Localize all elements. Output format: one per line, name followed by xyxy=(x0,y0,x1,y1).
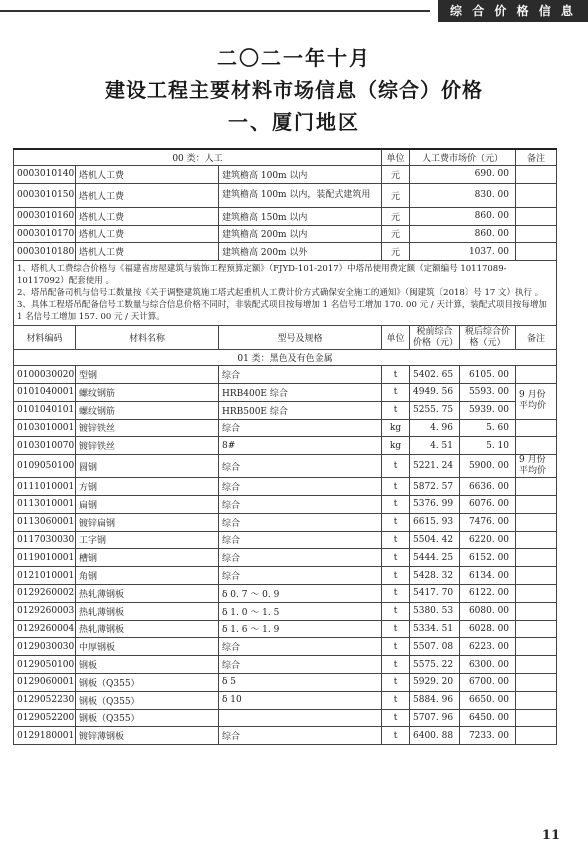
item-name: 塔机人工费 xyxy=(76,225,219,243)
item-post-tax: 5900. 00 xyxy=(460,455,516,478)
page-number: 11 xyxy=(541,828,560,843)
labor-row xyxy=(14,243,557,261)
item-note xyxy=(516,567,557,585)
item-spec: 综合 xyxy=(219,638,382,656)
header-spec: 型号及规格 xyxy=(219,326,382,350)
item-spec: 综合 xyxy=(219,478,382,496)
material-row xyxy=(14,383,557,401)
item-unit: t xyxy=(382,691,410,709)
item-post-tax: 5939. 00 xyxy=(460,401,516,419)
item-pre-tax: 5872. 57 xyxy=(410,478,460,496)
item-code: 0003010180 xyxy=(14,243,76,261)
item-price: 860. 00 xyxy=(410,207,516,225)
item-code: 0103010070 xyxy=(14,437,76,455)
item-note xyxy=(516,225,557,243)
item-code: 0129052200 xyxy=(14,709,76,727)
item-name: 塔机人工费 xyxy=(76,207,219,225)
item-spec: δ 1. 6 ～ 1. 9 xyxy=(219,620,382,638)
item-post-tax: 6700. 00 xyxy=(460,673,516,691)
price-table xyxy=(13,148,557,745)
item-post-tax: 5. 10 xyxy=(460,437,516,455)
material-row xyxy=(14,549,557,567)
item-name: 热轧薄钢板 xyxy=(76,620,219,638)
item-post-tax: 5593. 00 xyxy=(460,383,516,401)
header-note: 备注 xyxy=(516,326,557,350)
item-unit: t xyxy=(382,455,410,478)
item-spec: HRB500E 综合 xyxy=(219,401,382,419)
item-name: 镀锌铁丝 xyxy=(76,419,219,437)
labor-price-header: 人工费市场价（元） xyxy=(410,149,516,166)
item-note xyxy=(516,207,557,225)
item-code: 0113060001 xyxy=(14,513,76,531)
item-unit: t xyxy=(382,638,410,656)
item-spec: 综合 xyxy=(219,567,382,585)
item-name: 钢板 xyxy=(76,656,219,674)
item-unit: t xyxy=(382,656,410,674)
item-note xyxy=(516,495,557,513)
item-pre-tax: 5221. 24 xyxy=(410,455,460,478)
item-pre-tax: 5402. 65 xyxy=(410,366,460,384)
item-spec: δ 10 xyxy=(219,691,382,709)
item-note xyxy=(516,419,557,437)
top-header-bar xyxy=(0,0,588,22)
item-post-tax: 6300. 00 xyxy=(460,656,516,674)
item-unit: t xyxy=(382,709,410,727)
labor-row xyxy=(14,207,557,225)
item-note xyxy=(516,549,557,567)
header-post-tax: 税后综合价格（元） xyxy=(460,326,516,350)
item-name: 钢板（Q355） xyxy=(76,673,219,691)
header-rule xyxy=(0,10,430,12)
item-pre-tax: 6615. 93 xyxy=(410,513,460,531)
item-price: 690. 00 xyxy=(410,166,516,184)
item-unit: t xyxy=(382,383,410,401)
item-name: 角钢 xyxy=(76,567,219,585)
item-note xyxy=(516,727,557,745)
item-note xyxy=(516,437,557,455)
item-pre-tax: 5707. 96 xyxy=(410,709,460,727)
item-code: 0129180001 xyxy=(14,727,76,745)
item-name: 镀锌扁钢 xyxy=(76,513,219,531)
item-unit: t xyxy=(382,495,410,513)
item-code: 0129030030 xyxy=(14,638,76,656)
item-unit: t xyxy=(382,673,410,691)
item-post-tax: 6152. 00 xyxy=(460,549,516,567)
item-spec: 建筑檐高 150m 以内 xyxy=(219,207,382,225)
item-unit: 元 xyxy=(382,243,410,261)
item-unit: 元 xyxy=(382,207,410,225)
item-note xyxy=(516,691,557,709)
item-spec: 综合 xyxy=(219,727,382,745)
item-post-tax: 6223. 00 xyxy=(460,638,516,656)
header-name: 材料名称 xyxy=(76,326,219,350)
item-pre-tax: 5428. 32 xyxy=(410,567,460,585)
item-spec: 综合 xyxy=(219,495,382,513)
item-post-tax: 7233. 00 xyxy=(460,727,516,745)
item-code: 0113010001 xyxy=(14,495,76,513)
item-code: 0129260002 xyxy=(14,584,76,602)
item-pre-tax: 5929. 20 xyxy=(410,673,460,691)
material-row xyxy=(14,584,557,602)
item-post-tax: 6134. 00 xyxy=(460,567,516,585)
item-note xyxy=(516,531,557,549)
labor-unit-header: 单位 xyxy=(382,149,410,166)
item-name: 钢板（Q355） xyxy=(76,691,219,709)
material-row xyxy=(14,366,557,384)
item-pre-tax: 4949. 56 xyxy=(410,383,460,401)
item-code: 0101040001 xyxy=(14,383,76,401)
item-note xyxy=(516,709,557,727)
material-row xyxy=(14,620,557,638)
item-code: 0003010170 xyxy=(14,225,76,243)
item-code: 0129260004 xyxy=(14,620,76,638)
labor-notes xyxy=(14,261,557,326)
item-code: 0111010001 xyxy=(14,478,76,496)
item-code: 0121010001 xyxy=(14,567,76,585)
material-row xyxy=(14,437,557,455)
avg-price-note: 9 月份平均价 xyxy=(516,383,557,419)
item-code: 0101040101 xyxy=(14,401,76,419)
item-pre-tax: 5507. 08 xyxy=(410,638,460,656)
item-name: 螺纹钢筋 xyxy=(76,401,219,419)
material-row xyxy=(14,531,557,549)
material-row xyxy=(14,495,557,513)
item-note xyxy=(516,366,557,384)
item-pre-tax: 5575. 22 xyxy=(410,656,460,674)
item-name: 方钢 xyxy=(76,478,219,496)
item-code: 0117030030 xyxy=(14,531,76,549)
item-code: 0103010001 xyxy=(14,419,76,437)
title-main: 建设工程主要材料市场信息（综合）价格 xyxy=(105,78,483,102)
title-region: 一、厦门地区 xyxy=(228,110,360,134)
item-note xyxy=(516,620,557,638)
item-name: 塔机人工费 xyxy=(76,183,219,207)
item-code: 0003010160 xyxy=(14,207,76,225)
item-unit: t xyxy=(382,531,410,549)
item-code: 0100030020 xyxy=(14,366,76,384)
item-note xyxy=(516,166,557,184)
item-post-tax: 6105. 00 xyxy=(460,366,516,384)
item-note xyxy=(516,602,557,620)
item-code: 0129060001 xyxy=(14,673,76,691)
item-post-tax: 6220. 00 xyxy=(460,531,516,549)
item-spec: 综合 xyxy=(219,419,382,437)
material-row xyxy=(14,478,557,496)
item-spec: 综合 xyxy=(219,513,382,531)
item-name: 钢板（Q355） xyxy=(76,709,219,727)
item-unit: t xyxy=(382,584,410,602)
item-spec: 综合 xyxy=(219,531,382,549)
labor-row xyxy=(14,183,557,207)
item-post-tax: 6028. 00 xyxy=(460,620,516,638)
item-unit: t xyxy=(382,727,410,745)
item-code: 0129052230 xyxy=(14,691,76,709)
material-row xyxy=(14,656,557,674)
item-note xyxy=(516,673,557,691)
item-note xyxy=(516,513,557,531)
item-name: 工字钢 xyxy=(76,531,219,549)
section-tag: 综 合 价 格 信 息 xyxy=(438,0,588,22)
material-row xyxy=(14,727,557,745)
item-spec: 建筑檐高 100m 以内 xyxy=(219,166,382,184)
item-note xyxy=(516,478,557,496)
material-row xyxy=(14,673,557,691)
note-line: 1、塔机人工费综合价格与《福建省房屋建筑与装饰工程预算定额》（FJYD-101-2017）中塔吊使用费定额（定额编号 10117089-10117092）配套使用 。 xyxy=(17,264,507,287)
header-unit: 单位 xyxy=(382,326,410,350)
item-spec: 综合 xyxy=(219,366,382,384)
item-pre-tax: 5444. 25 xyxy=(410,549,460,567)
item-code: 0119010001 xyxy=(14,549,76,567)
header-code: 材料编码 xyxy=(14,326,76,350)
item-note xyxy=(516,656,557,674)
item-pre-tax: 6400. 88 xyxy=(410,727,460,745)
item-post-tax: 6122. 00 xyxy=(460,584,516,602)
item-note xyxy=(516,638,557,656)
item-unit: t xyxy=(382,567,410,585)
item-post-tax: 6076. 00 xyxy=(460,495,516,513)
item-pre-tax: 5884. 96 xyxy=(410,691,460,709)
item-post-tax: 6650. 00 xyxy=(460,691,516,709)
item-name: 镀锌铁丝 xyxy=(76,437,219,455)
item-spec: δ 1. 0 ～ 1. 5 xyxy=(219,602,382,620)
material-row xyxy=(14,419,557,437)
item-pre-tax: 5417. 70 xyxy=(410,584,460,602)
item-post-tax: 5. 60 xyxy=(460,419,516,437)
item-code: 0109050100 xyxy=(14,455,76,478)
item-spec: 建筑檐高 100m 以内，装配式建筑用 xyxy=(219,183,382,207)
item-name: 镀锌薄钢板 xyxy=(76,727,219,745)
item-unit: t xyxy=(382,602,410,620)
title-date: 二〇二一年十月 xyxy=(217,46,371,70)
labor-row xyxy=(14,225,557,243)
note-line: 3、具体工程塔吊配备信号工数量与综合信息价格不同时，非装配式项目按每增加 1 名信号工增加 170. 00 元 / 天计算，装配式项目按每增加 1 名信号工增加 157. 00 元 / 天计算。 xyxy=(17,300,547,323)
item-spec: HRB400E 综合 xyxy=(219,383,382,401)
labor-category: 00 类：人工 xyxy=(14,149,382,166)
item-name: 扁钢 xyxy=(76,495,219,513)
item-name: 型钢 xyxy=(76,366,219,384)
item-spec: δ 5 xyxy=(219,673,382,691)
item-spec: 综合 xyxy=(219,549,382,567)
item-unit: t xyxy=(382,366,410,384)
labor-header-row xyxy=(14,149,557,166)
material-row xyxy=(14,401,557,419)
item-name: 圆钢 xyxy=(76,455,219,478)
item-spec: 建筑檐高 200m 以外 xyxy=(219,243,382,261)
material-row xyxy=(14,709,557,727)
material-row xyxy=(14,638,557,656)
note-line: 2、塔吊配备司机与信号工数量按《关于调整建筑施工塔式起重机人工费计价方式确保安全施工的通知》（闽建筑〔2018〕号 17 文）执行 。 xyxy=(17,288,544,299)
item-pre-tax: 4. 51 xyxy=(410,437,460,455)
item-code: 0003010140 xyxy=(14,166,76,184)
item-code: 0129050100 xyxy=(14,656,76,674)
labor-row xyxy=(14,166,557,184)
material-row xyxy=(14,513,557,531)
item-post-tax: 6080. 00 xyxy=(460,602,516,620)
category-row xyxy=(14,350,557,366)
item-note xyxy=(516,183,557,207)
item-unit: kg xyxy=(382,437,410,455)
item-spec: 综合 xyxy=(219,656,382,674)
item-pre-tax: 4. 96 xyxy=(410,419,460,437)
item-unit: kg xyxy=(382,419,410,437)
item-unit: t xyxy=(382,549,410,567)
item-spec: 建筑檐高 200m 以内 xyxy=(219,225,382,243)
item-price: 830. 00 xyxy=(410,183,516,207)
item-spec xyxy=(219,709,382,727)
item-name: 热轧薄钢板 xyxy=(76,602,219,620)
labor-note-header: 备注 xyxy=(516,149,557,166)
material-row xyxy=(14,602,557,620)
material-row xyxy=(14,691,557,709)
item-post-tax: 7476. 00 xyxy=(460,513,516,531)
item-spec: 8# xyxy=(219,437,382,455)
item-pre-tax: 5255. 75 xyxy=(410,401,460,419)
item-spec: δ 0. 7 ～ 0. 9 xyxy=(219,584,382,602)
header-pre-tax: 税前综合价格（元） xyxy=(410,326,460,350)
item-pre-tax: 5376. 99 xyxy=(410,495,460,513)
item-post-tax: 6636. 00 xyxy=(460,478,516,496)
item-name: 槽钢 xyxy=(76,549,219,567)
materials-header-row xyxy=(14,326,557,350)
labor-notes-row xyxy=(14,261,557,326)
item-post-tax: 6450. 00 xyxy=(460,709,516,727)
item-pre-tax: 5504. 42 xyxy=(410,531,460,549)
item-unit: t xyxy=(382,513,410,531)
item-code: 0003010150 xyxy=(14,183,76,207)
item-note xyxy=(516,584,557,602)
item-note xyxy=(516,243,557,261)
item-unit: 元 xyxy=(382,166,410,184)
item-code: 0129260003 xyxy=(14,602,76,620)
item-name: 螺纹钢筋 xyxy=(76,383,219,401)
item-unit: 元 xyxy=(382,225,410,243)
item-unit: t xyxy=(382,401,410,419)
avg-price-note: 9 月份平均价 xyxy=(516,455,557,478)
item-name: 热轧薄钢板 xyxy=(76,584,219,602)
item-price: 1037. 00 xyxy=(410,243,516,261)
item-pre-tax: 5380. 53 xyxy=(410,602,460,620)
item-unit: t xyxy=(382,620,410,638)
item-spec: 综合 xyxy=(219,455,382,478)
item-name: 塔机人工费 xyxy=(76,243,219,261)
item-unit: 元 xyxy=(382,183,410,207)
category-label: 01 类：黑色及有色金属 xyxy=(14,350,557,366)
item-price: 860. 00 xyxy=(410,225,516,243)
item-pre-tax: 5334. 51 xyxy=(410,620,460,638)
item-unit: t xyxy=(382,478,410,496)
item-name: 中厚钢板 xyxy=(76,638,219,656)
material-row xyxy=(14,567,557,585)
material-row xyxy=(14,455,557,478)
item-name: 塔机人工费 xyxy=(76,166,219,184)
